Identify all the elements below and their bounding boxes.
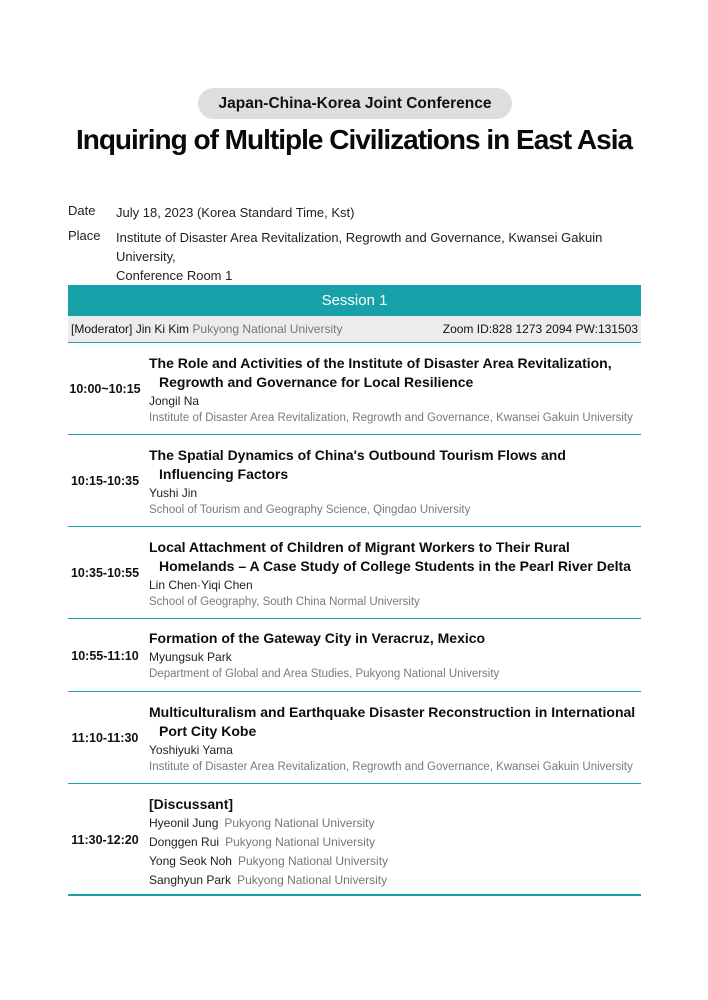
talk-time: 10:55-11:10 xyxy=(71,649,139,663)
discussant-name: Hyeonil Jung xyxy=(149,816,219,830)
moderator-affiliation: Pukyong National University xyxy=(192,322,343,336)
talk-title: The Spatial Dynamics of China's Outbound Tourism Flows and Influencing Factors xyxy=(149,447,566,482)
discussant-item xyxy=(149,833,641,852)
discussant-affiliation: Pukyong National University xyxy=(224,816,375,830)
row-divider xyxy=(68,434,641,435)
talk-entry xyxy=(149,703,641,776)
discussant-name: Sanghyun Park xyxy=(149,873,232,887)
discussant-name: Donggen Rui xyxy=(149,835,220,849)
row-divider xyxy=(68,691,641,692)
discussant-affiliation: Pukyong National University xyxy=(225,835,376,849)
talk-entry xyxy=(149,354,641,427)
place-value xyxy=(116,228,656,285)
date-label: Date xyxy=(68,203,96,218)
discussant-affiliation: Pukyong National University xyxy=(237,873,388,887)
discussant-affiliation: Pukyong National University xyxy=(237,854,389,868)
place-label: Place xyxy=(68,228,101,243)
row-divider xyxy=(68,618,641,619)
talk-title: Local Attachment of Children of Migrant Workers to Their Rural Homelands – A Case Study of College Students in the Pearl River Delta xyxy=(149,539,631,574)
discussion-time: 11:30-12:20 xyxy=(71,833,139,847)
talk-speaker: Lin Chen·Yiqi Chen xyxy=(149,578,253,592)
talk-entry xyxy=(149,446,641,519)
discussion-entry xyxy=(149,794,641,890)
discussant-item xyxy=(149,871,641,890)
discussant-heading: [Discussant] xyxy=(149,796,234,812)
discussant-item xyxy=(149,852,641,871)
moderator-name: Jin Ki Kim xyxy=(135,322,190,336)
talk-title: Formation of the Gateway City in Veracruz, Mexico xyxy=(149,630,486,646)
moderator-label: [Moderator] xyxy=(71,322,133,336)
talk-entry xyxy=(149,538,641,611)
talk-speaker: Jongil Na xyxy=(149,394,200,408)
zoom-info: Zoom ID:828 1273 2094 PW:131503 xyxy=(442,322,638,336)
talk-time: 11:10-11:30 xyxy=(71,731,139,745)
moderator-row xyxy=(68,316,641,343)
talk-affiliation: School of Tourism and Geography Science, Qingdao University xyxy=(149,504,471,516)
discussant-name: Yong Seok Noh xyxy=(149,854,232,868)
session-title: Session 1 xyxy=(68,285,641,316)
talk-title: The Role and Activities of the Institute of Disaster Area Revitalization, Regrowth and Governance for Local Resilience xyxy=(149,355,612,390)
talk-title: Multiculturalism and Earthquake Disaster Reconstruction in International Port City Kobe xyxy=(149,704,636,739)
talk-time: 10:15-10:35 xyxy=(70,474,140,488)
place-value-line-2: Conference Room 1 xyxy=(116,268,233,283)
row-divider xyxy=(68,526,641,527)
place-value-line-1: Institute of Disaster Area Revitalization, Regrowth and Governance, Kwansei Gakuin University, xyxy=(116,230,603,264)
moderator-info xyxy=(71,316,342,342)
talk-speaker: Myungsuk Park xyxy=(149,650,232,664)
talk-speaker: Yushi Jin xyxy=(149,486,198,500)
talk-affiliation: Department of Global and Area Studies, Pukyong National University xyxy=(149,668,500,680)
table-bottom-border xyxy=(68,894,641,896)
page-title: Inquiring of Multiple Civilizations in East Asia xyxy=(75,124,633,155)
talk-affiliation: Institute of Disaster Area Revitalization, Regrowth and Governance, Kwansei Gakuin University xyxy=(149,412,633,424)
conference-badge: Japan-China-Korea Joint Conference xyxy=(198,88,512,119)
talk-entry xyxy=(149,629,641,683)
date-value: July 18, 2023 (Korea Standard Time, Kst) xyxy=(116,205,355,220)
talk-time: 10:35-10:55 xyxy=(70,566,140,580)
row-divider xyxy=(68,783,641,784)
talk-time: 10:00~10:15 xyxy=(69,382,141,396)
discussant-item xyxy=(149,814,641,833)
talk-speaker: Yoshiyuki Yama xyxy=(149,743,233,757)
talk-affiliation: School of Geography, South China Normal University xyxy=(149,596,420,608)
talk-affiliation: Institute of Disaster Area Revitalization, Regrowth and Governance, Kwansei Gakuin University xyxy=(149,761,633,773)
